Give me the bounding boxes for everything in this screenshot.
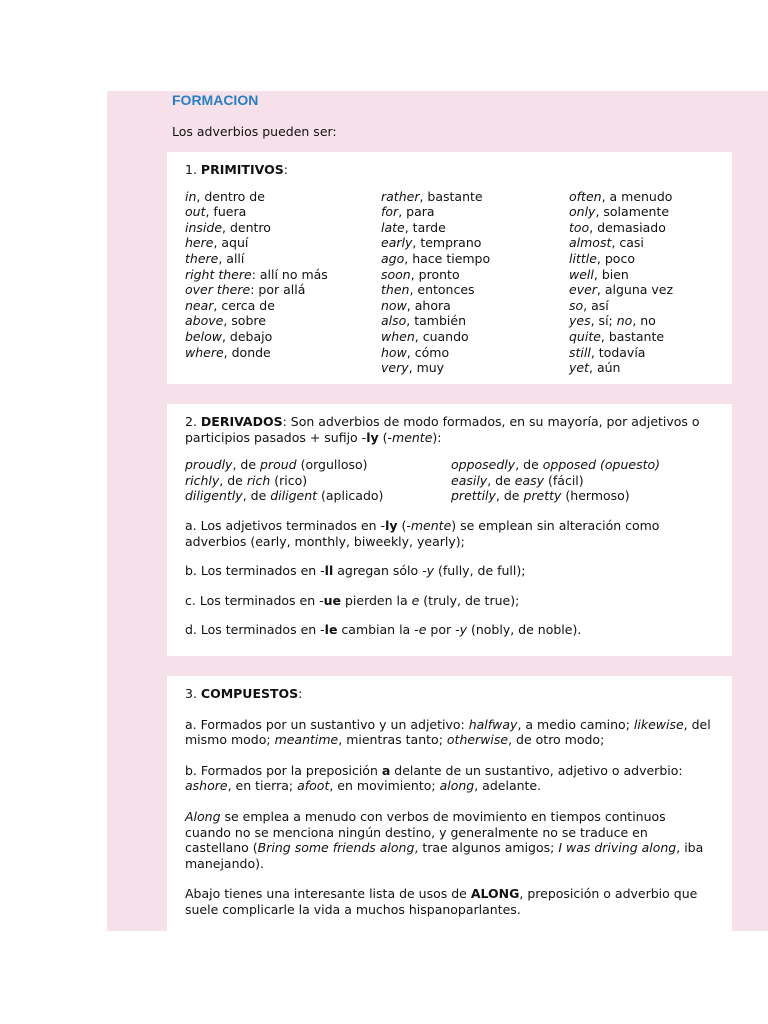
list-item: very, muy (381, 360, 445, 376)
list-item: there, allí (185, 250, 245, 266)
list-item: richly, de rich (rico) (185, 472, 308, 488)
derivados-column-1 (185, 457, 451, 504)
primitivos-columns (185, 189, 714, 376)
list-item: often, a menudo (569, 188, 673, 204)
list-item: inside, dentro (185, 219, 271, 235)
list-item: above, sobre (185, 313, 266, 329)
list-item: over there: por allá (185, 282, 306, 298)
list-item: almost, casi (569, 235, 644, 251)
list-item: yet, aún (569, 360, 621, 376)
rule-d: d. Los terminados en -le cambian la -e por -y (nobly, de noble). (185, 622, 582, 638)
list-item: soon, pronto (381, 266, 460, 282)
list-item: ever, alguna vez (569, 282, 674, 298)
list-item: how, cómo (381, 344, 450, 360)
list-item: below, debajo (185, 328, 273, 344)
list-item: in, dentro de (185, 188, 265, 204)
list-item: opposedly, de opposed (opuesto) (451, 457, 661, 473)
list-item: now, ahora (381, 297, 451, 313)
along-paragraph: Along se emplea a menudo con verbos de movimiento en tiempos continuos cuando no se menciona ningún destino, y generalmente no se traduce en castellano (Bring some friends along, trae algunos amigos; I was driving along, iba manejando). (185, 808, 704, 871)
list-item: yes, sí; no, no (569, 313, 656, 329)
list-item: here, aquí (185, 235, 249, 251)
derivados-box (167, 404, 732, 656)
list-item: prettily, de pretty (hermoso) (451, 488, 630, 504)
primitivos-column-2 (381, 189, 569, 376)
rule-c: c. Los terminados en -ue pierden la e (truly, de true); (185, 592, 520, 608)
compuestos-a: a. Formados por un sustantivo y un adjetivo: halfway, a medio camino; likewise, del mismo modo; meantime, mientras tanto; otherwise, de otro modo; (185, 716, 711, 748)
list-item: right there: allí no más (185, 266, 328, 282)
list-item: proudly, de proud (orgulloso) (185, 457, 368, 473)
list-item: still, todavía (569, 344, 646, 360)
compuestos-heading: 3. COMPUESTOS: (185, 686, 303, 701)
compuestos-b: b. Formados por la preposición a delante de un sustantivo, adjetivo o adverbio: ashore, en tierra; afoot, en movimiento; along, adelante. (185, 762, 683, 794)
list-item: little, poco (569, 250, 635, 266)
list-item: for, para (381, 204, 435, 220)
list-item: also, también (381, 313, 467, 329)
list-item: then, entonces (381, 282, 475, 298)
list-item: only, solamente (569, 204, 670, 220)
compuestos-box (167, 676, 732, 931)
list-item: early, temprano (381, 235, 482, 251)
list-item: quite, bastante (569, 328, 665, 344)
list-item: when, cuando (381, 328, 469, 344)
abajo-paragraph: Abajo tienes una interesante lista de usos de ALONG, preposición o adverbio que suele complicarle la vida a muchos hispanoparlantes. (185, 886, 698, 917)
derivados-examples (185, 457, 714, 504)
list-item: late, tarde (381, 219, 446, 235)
list-item: too, demasiado (569, 219, 666, 235)
primitivos-box (167, 152, 732, 384)
primitivos-column-1 (185, 189, 381, 376)
rule-b: b. Los terminados en -ll agregan sólo -y (fully, de full); (185, 563, 526, 579)
list-item: ago, hace tiempo (381, 250, 491, 266)
list-item: diligently, de diligent (aplicado) (185, 488, 384, 504)
derivados-column-2 (451, 457, 660, 504)
list-item: out, fuera (185, 204, 247, 220)
list-item: rather, bastante (381, 188, 483, 204)
list-item: so, así (569, 297, 609, 313)
section-title: FORMACION (172, 92, 259, 108)
list-item: near, cerca de (185, 297, 275, 313)
list-item: easily, de easy (fácil) (451, 472, 584, 488)
list-item: well, bien (569, 266, 629, 282)
list-item: where, donde (185, 344, 271, 360)
derivados-description: 2. DERIVADOS: Son adverbios de modo formados, en su mayoría, por adjetivos o participios pasados + sufijo -ly (-mente): (185, 414, 700, 445)
primitivos-heading: 1. PRIMITIVOS: (185, 162, 288, 177)
rule-a: a. Los adjetivos terminados en -ly (-mente) se emplean sin alteración como adverbios (early, monthly, biweekly, yearly); (185, 517, 660, 549)
primitivos-column-3 (569, 189, 673, 376)
content-panel (107, 91, 768, 931)
intro-text: Los adverbios pueden ser: (172, 124, 337, 139)
